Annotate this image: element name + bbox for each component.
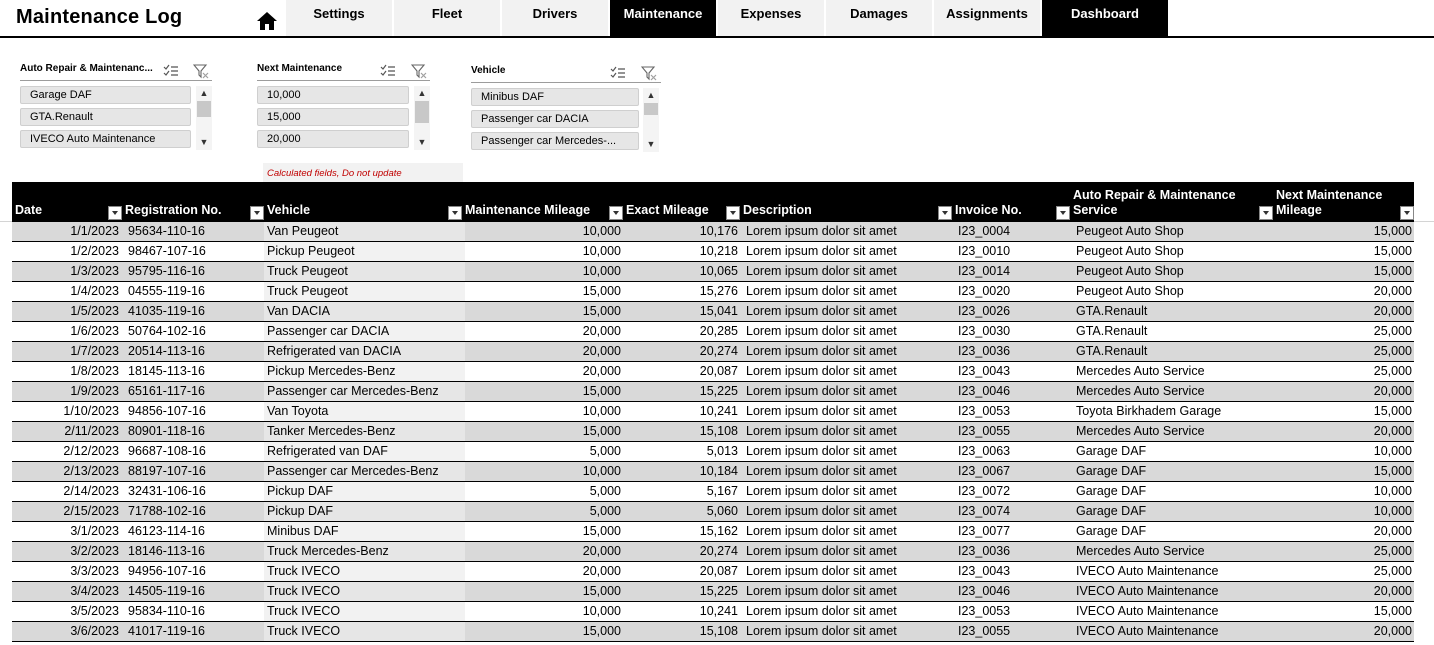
slicer-item[interactable]: Passenger car DACIA (471, 110, 639, 128)
cell-desc[interactable]: Lorem ipsum dolor sit amet (746, 284, 897, 298)
cell-next[interactable]: 25,000 (1373, 324, 1412, 338)
slicer-item[interactable]: 10,000 (257, 86, 409, 104)
cell-reg[interactable]: 95634-110-16 (128, 224, 205, 238)
table-row (12, 242, 1414, 262)
cell-desc[interactable]: Lorem ipsum dolor sit amet (746, 364, 897, 378)
cell-em[interactable]: 10,241 (699, 404, 738, 418)
slicer-item[interactable]: IVECO Auto Maintenance (20, 130, 191, 148)
table-row (12, 342, 1414, 362)
cell-reg[interactable]: 41017-119-16 (128, 624, 205, 638)
cell-next[interactable]: 20,000 (1373, 384, 1412, 398)
cell-date[interactable]: 1/1/2023 (70, 224, 119, 238)
cell-inv[interactable]: I23_0026 (958, 304, 1011, 318)
tab-expenses[interactable]: Expenses (718, 0, 824, 36)
scroll-down-icon[interactable]: ▼ (646, 139, 656, 149)
cell-shop[interactable]: Peugeot Auto Shop (1076, 264, 1184, 278)
cell-reg[interactable]: 94856-107-16 (128, 404, 206, 418)
cell-date[interactable]: 3/5/2023 (70, 604, 119, 618)
cell-mm[interactable]: 20,000 (582, 564, 621, 578)
cell-date[interactable]: 1/5/2023 (70, 304, 119, 318)
cell-vehicle[interactable]: Refrigerated van DACIA (264, 342, 465, 361)
cell-shop[interactable]: GTA.Renault (1076, 324, 1148, 338)
cell-date[interactable]: 3/1/2023 (70, 524, 119, 538)
cell-em[interactable]: 10,176 (699, 224, 738, 238)
table-row (12, 502, 1414, 522)
table-row (12, 382, 1414, 402)
cell-reg[interactable]: 04555-119-16 (128, 284, 205, 298)
col-header-maintenance-mileage (462, 182, 623, 222)
cell-desc[interactable]: Lorem ipsum dolor sit amet (746, 344, 897, 358)
cell-mm[interactable]: 15,000 (582, 284, 621, 298)
cell-desc[interactable]: Lorem ipsum dolor sit amet (746, 444, 897, 458)
slicer-divider (471, 82, 661, 83)
cell-next[interactable]: 15,000 (1373, 404, 1412, 418)
cell-date[interactable]: 2/15/2023 (63, 504, 119, 518)
cell-em[interactable]: 10,184 (699, 464, 738, 478)
cell-inv[interactable]: I23_0030 (958, 324, 1011, 338)
cell-vehicle[interactable]: Tanker Mercedes-Benz (264, 422, 465, 441)
cell-reg[interactable]: 18146-113-16 (128, 544, 205, 558)
cell-em[interactable]: 10,218 (699, 244, 738, 258)
cell-desc[interactable]: Lorem ipsum dolor sit amet (746, 224, 897, 238)
cell-date[interactable]: 3/3/2023 (70, 564, 119, 578)
scroll-down-icon[interactable]: ▼ (199, 137, 209, 147)
cell-shop[interactable]: Garage DAF (1076, 524, 1147, 538)
cell-inv[interactable]: I23_0043 (958, 364, 1011, 378)
cell-date[interactable]: 1/7/2023 (70, 344, 119, 358)
cell-date[interactable]: 1/6/2023 (70, 324, 119, 338)
cell-em[interactable]: 15,162 (699, 524, 738, 538)
cell-shop[interactable]: Mercedes Auto Service (1076, 544, 1205, 558)
cell-next[interactable]: 25,000 (1373, 364, 1412, 378)
cell-reg[interactable]: 50764-102-16 (128, 324, 206, 338)
tab-damages[interactable]: Damages (826, 0, 932, 36)
clear-filter-icon[interactable] (193, 63, 209, 79)
cell-shop[interactable]: GTA.Renault (1076, 304, 1148, 318)
cell-vehicle[interactable]: Truck Peugeot (264, 262, 465, 281)
cell-desc[interactable]: Lorem ipsum dolor sit amet (746, 624, 897, 638)
scroll-thumb[interactable] (415, 101, 429, 123)
cell-em[interactable]: 20,274 (699, 344, 738, 358)
table-row (12, 442, 1414, 462)
cell-inv[interactable]: I23_0046 (958, 384, 1011, 398)
table-row (12, 302, 1414, 322)
col-header-description (740, 182, 952, 222)
cell-shop[interactable]: Peugeot Auto Shop (1076, 224, 1184, 238)
table-row (12, 262, 1414, 282)
table-row (12, 462, 1414, 482)
cell-inv[interactable]: I23_0046 (958, 584, 1011, 598)
table-row (12, 602, 1414, 622)
cell-mm[interactable]: 15,000 (582, 424, 621, 438)
cell-desc[interactable]: Lorem ipsum dolor sit amet (746, 384, 897, 398)
cell-vehicle[interactable]: Truck IVECO (264, 562, 465, 581)
cell-vehicle[interactable]: Passenger car DACIA (264, 322, 465, 341)
cell-mm[interactable]: 15,000 (582, 304, 621, 318)
cell-desc[interactable]: Lorem ipsum dolor sit amet (746, 324, 897, 338)
maintenance-table (12, 182, 1414, 642)
cell-inv[interactable]: I23_0014 (958, 264, 1011, 278)
cell-reg[interactable]: 65161-117-16 (128, 384, 205, 398)
cell-next[interactable]: 20,000 (1373, 584, 1412, 598)
cell-shop[interactable]: IVECO Auto Maintenance (1076, 604, 1219, 618)
cell-next[interactable]: 10,000 (1373, 444, 1412, 458)
cell-reg[interactable]: 94956-107-16 (128, 564, 206, 578)
cell-mm[interactable]: 15,000 (582, 624, 621, 638)
col-header-service (1070, 182, 1273, 222)
cell-vehicle[interactable]: Truck IVECO (264, 582, 465, 601)
cell-vehicle[interactable]: Pickup DAF (264, 482, 465, 501)
cell-inv[interactable]: I23_0055 (958, 624, 1011, 638)
slicer-divider (20, 80, 212, 81)
col-header-label: Next Maintenance (1276, 188, 1383, 202)
cell-inv[interactable]: I23_0067 (958, 464, 1011, 478)
cell-shop[interactable]: Mercedes Auto Service (1076, 384, 1205, 398)
cell-shop[interactable]: Toyota Birkhadem Garage (1076, 404, 1222, 418)
cell-date[interactable]: 2/11/2023 (64, 424, 119, 438)
filter-dropdown-button[interactable] (1056, 206, 1070, 220)
filter-dropdown-button[interactable] (108, 206, 122, 220)
cell-vehicle[interactable]: Refrigerated van DAF (264, 442, 465, 461)
cell-inv[interactable]: I23_0010 (958, 244, 1011, 258)
cell-mm[interactable]: 10,000 (582, 464, 621, 478)
table-row (12, 582, 1414, 602)
cell-vehicle[interactable]: Truck Mercedes-Benz (264, 542, 465, 561)
cell-inv[interactable]: I23_0055 (958, 424, 1011, 438)
cell-inv[interactable]: I23_0036 (958, 544, 1011, 558)
tab-assignments[interactable]: Assignments (934, 0, 1040, 36)
cell-shop[interactable]: Garage DAF (1076, 444, 1147, 458)
cell-reg[interactable]: 46123-114-16 (128, 524, 205, 538)
slicer-title: Next Maintenance (257, 63, 343, 74)
cell-shop[interactable]: Mercedes Auto Service (1076, 424, 1205, 438)
table-row (12, 362, 1414, 382)
cell-inv[interactable]: I23_0053 (958, 604, 1011, 618)
slicer-item[interactable]: 15,000 (257, 108, 409, 126)
col-header-label: Exact Mileage (626, 203, 709, 217)
scroll-thumb[interactable] (644, 103, 658, 115)
slicer-item[interactable]: Garage DAF (20, 86, 191, 104)
cell-reg[interactable]: 32431-106-16 (128, 484, 206, 498)
cell-date[interactable]: 1/3/2023 (70, 264, 119, 278)
cell-mm[interactable]: 10,000 (582, 264, 621, 278)
cell-date[interactable]: 1/2/2023 (70, 244, 119, 258)
cell-mm[interactable]: 15,000 (582, 524, 621, 538)
cell-em[interactable]: 15,225 (699, 584, 738, 598)
tab-fleet[interactable]: Fleet (394, 0, 500, 36)
col-header-label: Mileage (1276, 203, 1322, 217)
cell-next[interactable]: 15,000 (1373, 244, 1412, 258)
cell-next[interactable]: 10,000 (1373, 504, 1412, 518)
cell-mm[interactable]: 15,000 (582, 584, 621, 598)
cell-vehicle[interactable]: Van Toyota (264, 402, 465, 421)
cell-reg[interactable]: 98467-107-16 (128, 244, 206, 258)
cell-shop[interactable]: IVECO Auto Maintenance (1076, 584, 1219, 598)
col-header-vehicle (264, 182, 462, 222)
table-body (12, 222, 1414, 642)
cell-date[interactable]: 3/2/2023 (70, 544, 119, 558)
home-button[interactable] (256, 10, 278, 32)
cell-reg[interactable]: 88197-107-16 (128, 464, 206, 478)
cell-date[interactable]: 3/6/2023 (70, 624, 119, 638)
cell-next[interactable]: 10,000 (1373, 484, 1412, 498)
nav-tabs (286, 0, 1170, 36)
cell-next[interactable]: 15,000 (1373, 604, 1412, 618)
cell-mm[interactable]: 10,000 (582, 224, 621, 238)
cell-reg[interactable]: 80901-118-16 (128, 424, 205, 438)
col-header-label: Service (1073, 203, 1118, 217)
filter-dropdown-button[interactable] (1259, 206, 1273, 220)
col-header-label: Auto Repair & Maintenance (1073, 188, 1236, 202)
cell-shop[interactable]: Garage DAF (1076, 464, 1147, 478)
cell-next[interactable]: 20,000 (1373, 284, 1412, 298)
cell-inv[interactable]: I23_0072 (958, 484, 1011, 498)
scroll-thumb[interactable] (197, 101, 211, 117)
slicer-auto-repair (20, 63, 215, 153)
cell-em[interactable]: 15,276 (699, 284, 738, 298)
cell-vehicle[interactable]: Pickup DAF (264, 502, 465, 521)
cell-mm[interactable]: 10,000 (582, 604, 621, 618)
cell-reg[interactable]: 95795-116-16 (128, 264, 205, 278)
table-row (12, 562, 1414, 582)
multi-select-icon[interactable] (163, 63, 179, 79)
cell-date[interactable]: 2/12/2023 (63, 444, 119, 458)
slicer-divider (257, 80, 430, 81)
filter-dropdown-button[interactable] (250, 206, 264, 220)
table-row (12, 282, 1414, 302)
cell-desc[interactable]: Lorem ipsum dolor sit amet (746, 404, 897, 418)
slicer-item[interactable]: Passenger car Mercedes-... (471, 132, 639, 150)
cell-reg[interactable]: 41035-119-16 (128, 304, 205, 318)
col-header-label: Vehicle (267, 203, 311, 217)
cell-inv[interactable]: I23_0074 (958, 504, 1011, 518)
cell-shop[interactable]: Mercedes Auto Service (1076, 364, 1205, 378)
cell-shop[interactable]: Garage DAF (1076, 504, 1147, 518)
cell-em[interactable]: 20,274 (699, 544, 738, 558)
cell-shop[interactable]: IVECO Auto Maintenance (1076, 564, 1219, 578)
slicer-next-maintenance (257, 63, 432, 153)
table-row (12, 422, 1414, 442)
table-row (12, 542, 1414, 562)
scroll-down-icon[interactable]: ▼ (417, 137, 427, 147)
cell-em[interactable]: 20,087 (699, 364, 738, 378)
cell-em[interactable]: 20,285 (699, 324, 738, 338)
cell-date[interactable]: 1/4/2023 (70, 284, 119, 298)
cell-mm[interactable]: 20,000 (582, 544, 621, 558)
col-header-exact-mileage (623, 182, 740, 222)
table-row (12, 622, 1414, 642)
cell-reg[interactable]: 71788-102-16 (128, 504, 206, 518)
cell-em[interactable]: 5,167 (706, 484, 738, 498)
col-header-registration (122, 182, 264, 222)
cell-shop[interactable]: IVECO Auto Maintenance (1076, 624, 1219, 638)
cell-em[interactable]: 10,241 (699, 604, 738, 618)
cell-vehicle[interactable]: Truck Peugeot (264, 282, 465, 301)
multi-select-icon[interactable] (610, 65, 626, 81)
cell-inv[interactable]: I23_0036 (958, 344, 1011, 358)
cell-em[interactable]: 5,060 (706, 504, 738, 518)
cell-vehicle[interactable]: Passenger car Mercedes-Benz (264, 382, 465, 401)
cell-mm[interactable]: 5,000 (589, 484, 621, 498)
cell-date[interactable]: 3/4/2023 (70, 584, 119, 598)
col-header-invoice (952, 182, 1070, 222)
cell-next[interactable]: 25,000 (1373, 564, 1412, 578)
cell-next[interactable]: 25,000 (1373, 344, 1412, 358)
cell-desc[interactable]: Lorem ipsum dolor sit amet (746, 604, 897, 618)
cell-inv[interactable]: I23_0043 (958, 564, 1011, 578)
cell-vehicle[interactable]: Passenger car Mercedes-Benz (264, 462, 465, 481)
cell-desc[interactable]: Lorem ipsum dolor sit amet (746, 484, 897, 498)
col-header-label: Invoice No. (955, 203, 1022, 217)
scroll-up-icon[interactable]: ▲ (199, 88, 209, 98)
tab-maintenance[interactable]: Maintenance (610, 0, 716, 36)
cell-vehicle[interactable]: Minibus DAF (264, 522, 465, 541)
cell-next[interactable]: 20,000 (1373, 424, 1412, 438)
cell-next[interactable]: 20,000 (1373, 624, 1412, 638)
cell-shop[interactable]: GTA.Renault (1076, 344, 1148, 358)
cell-date[interactable]: 1/9/2023 (70, 384, 119, 398)
cell-mm[interactable]: 10,000 (582, 244, 621, 258)
table-row (12, 222, 1414, 242)
cell-desc[interactable]: Lorem ipsum dolor sit amet (746, 244, 897, 258)
slicer-scrollbar[interactable] (196, 86, 212, 150)
cell-mm[interactable]: 20,000 (582, 364, 621, 378)
cell-em[interactable]: 20,087 (699, 564, 738, 578)
cell-reg[interactable]: 20514-113-16 (128, 344, 205, 358)
col-header-label: Description (743, 203, 812, 217)
cell-reg[interactable]: 96687-108-16 (128, 444, 206, 458)
cell-next[interactable]: 20,000 (1373, 524, 1412, 538)
table-row (12, 402, 1414, 422)
cell-mm[interactable]: 10,000 (582, 404, 621, 418)
col-header-date (12, 182, 122, 222)
col-header-label: Date (15, 203, 43, 217)
cell-inv[interactable]: I23_0053 (958, 404, 1011, 418)
cell-desc[interactable]: Lorem ipsum dolor sit amet (746, 524, 897, 538)
tab-settings[interactable]: Settings (286, 0, 392, 36)
cell-vehicle[interactable]: Truck IVECO (264, 602, 465, 621)
cell-desc[interactable]: Lorem ipsum dolor sit amet (746, 584, 897, 598)
cell-date[interactable]: 1/8/2023 (70, 364, 119, 378)
slicer-scrollbar[interactable] (414, 86, 430, 150)
filter-dropdown-button[interactable] (938, 206, 952, 220)
cell-next[interactable]: 15,000 (1373, 264, 1412, 278)
scroll-up-icon[interactable]: ▲ (646, 90, 656, 100)
filter-dropdown-button[interactable] (726, 206, 740, 220)
cell-mm[interactable]: 20,000 (582, 344, 621, 358)
cell-next[interactable]: 25,000 (1373, 544, 1412, 558)
cell-shop[interactable]: Peugeot Auto Shop (1076, 284, 1184, 298)
cell-em[interactable]: 15,041 (699, 304, 738, 318)
table-row (12, 322, 1414, 342)
cell-inv[interactable]: I23_0004 (958, 224, 1011, 238)
table-row (12, 482, 1414, 502)
filter-dropdown-button[interactable] (1400, 206, 1414, 220)
tab-drivers[interactable]: Drivers (502, 0, 608, 36)
cell-mm[interactable]: 15,000 (582, 384, 621, 398)
cell-reg[interactable]: 18145-113-16 (128, 364, 205, 378)
col-header-label: Maintenance Mileage (465, 203, 591, 217)
col-header-label: Registration No. (125, 203, 222, 217)
table-row (12, 522, 1414, 542)
cell-em[interactable]: 15,225 (699, 384, 738, 398)
nav-underline (0, 36, 1434, 38)
slicer-item[interactable]: Minibus DAF (471, 88, 639, 106)
cell-desc[interactable]: Lorem ipsum dolor sit amet (746, 304, 897, 318)
cell-inv[interactable]: I23_0020 (958, 284, 1011, 298)
cell-desc[interactable]: Lorem ipsum dolor sit amet (746, 464, 897, 478)
cell-date[interactable]: 2/14/2023 (63, 484, 119, 498)
cell-next[interactable]: 15,000 (1373, 464, 1412, 478)
scroll-up-icon[interactable]: ▲ (417, 88, 427, 98)
calculated-fields-note: Calculated fields, Do not update (263, 163, 463, 182)
cell-desc[interactable]: Lorem ipsum dolor sit amet (746, 264, 897, 278)
cell-inv[interactable]: I23_0063 (958, 444, 1011, 458)
multi-select-icon[interactable] (380, 63, 396, 79)
cell-em[interactable]: 15,108 (699, 624, 738, 638)
cell-inv[interactable]: I23_0077 (958, 524, 1011, 538)
cell-mm[interactable]: 5,000 (589, 504, 621, 518)
cell-date[interactable]: 2/13/2023 (63, 464, 119, 478)
cell-em[interactable]: 5,013 (706, 444, 738, 458)
cell-date[interactable]: 1/10/2023 (63, 404, 119, 418)
cell-desc[interactable]: Lorem ipsum dolor sit amet (746, 544, 897, 558)
cell-em[interactable]: 15,108 (699, 424, 738, 438)
home-icon (256, 10, 278, 32)
cell-vehicle[interactable]: Pickup Peugeot (264, 242, 465, 261)
slicer-vehicle (471, 65, 663, 155)
col-header-next-maintenance (1273, 182, 1414, 222)
cell-desc[interactable]: Lorem ipsum dolor sit amet (746, 564, 897, 578)
cell-mm[interactable]: 20,000 (582, 324, 621, 338)
cell-vehicle[interactable]: Pickup Mercedes-Benz (264, 362, 465, 381)
app-title: Maintenance Log (16, 6, 183, 28)
slicer-title: Auto Repair & Maintenanc... (20, 63, 153, 74)
cell-vehicle[interactable]: Truck IVECO (264, 622, 465, 641)
slicer-item[interactable]: 20,000 (257, 130, 409, 148)
cell-next[interactable]: 15,000 (1373, 224, 1412, 238)
cell-next[interactable]: 20,000 (1373, 304, 1412, 318)
cell-vehicle[interactable]: Van DACIA (264, 302, 465, 321)
table-header (12, 182, 1414, 222)
cell-reg[interactable]: 95834-110-16 (128, 604, 205, 618)
slicer-title: Vehicle (471, 65, 506, 76)
tab-dashboard[interactable]: Dashboard (1042, 0, 1168, 36)
cell-mm[interactable]: 5,000 (589, 444, 621, 458)
clear-filter-icon[interactable] (641, 65, 657, 81)
filter-dropdown-button[interactable] (609, 206, 623, 220)
cell-vehicle[interactable]: Van Peugeot (264, 222, 465, 241)
clear-filter-icon[interactable] (411, 63, 427, 79)
cell-shop[interactable]: Peugeot Auto Shop (1076, 244, 1184, 258)
cell-desc[interactable]: Lorem ipsum dolor sit amet (746, 504, 897, 518)
cell-em[interactable]: 10,065 (699, 264, 738, 278)
slicer-scrollbar[interactable] (643, 88, 659, 152)
filter-dropdown-button[interactable] (448, 206, 462, 220)
slicer-item[interactable]: GTA.Renault (20, 108, 191, 126)
cell-desc[interactable]: Lorem ipsum dolor sit amet (746, 424, 897, 438)
cell-reg[interactable]: 14505-119-16 (128, 584, 205, 598)
cell-shop[interactable]: Garage DAF (1076, 484, 1147, 498)
